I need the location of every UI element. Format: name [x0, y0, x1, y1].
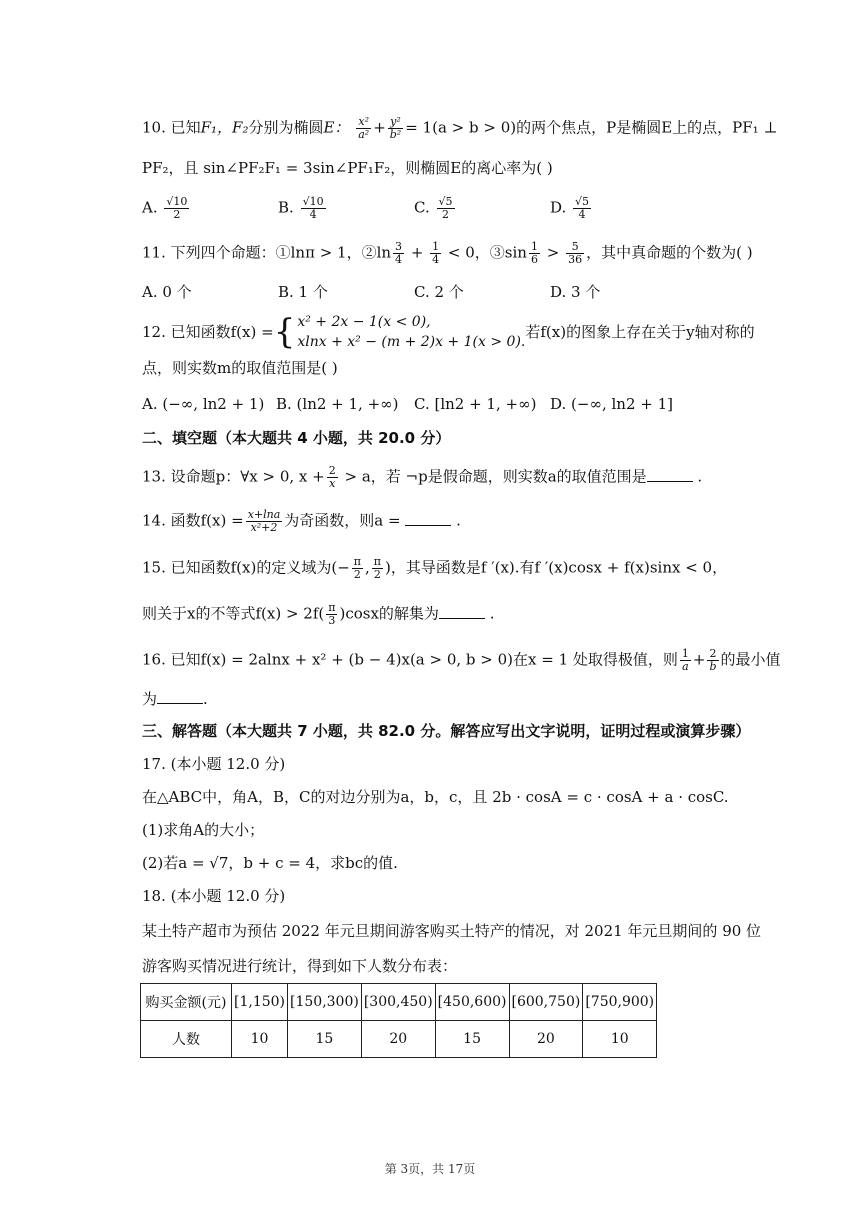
table-cell: [300,450) [361, 984, 435, 1021]
table-cell: [750,900) [583, 984, 657, 1021]
q10-line2: PF₂，且 sin∠PF₂F₁ = 3sin∠PF₁F₂，则椭圆E的离心率为( ) [142, 159, 553, 177]
section-fill-in-heading: 二、填空题（本大题共 4 小题，共 20.0 分） [142, 429, 451, 447]
table-row-amount [141, 984, 657, 1021]
q18-line1: 某土特产超市为预估 2022 年元旦期间游客购买土特产的情况，对 2021 年元旦期间的 90 位 [142, 922, 762, 940]
q10-option-d: D. $\frac{√5}{4}$ [550, 195, 590, 221]
q10-frac-x: $\frac{\text{x²}}{\text{a²}}$ [358, 115, 370, 141]
q14-stem: 14. 函数f(x) = $\frac{x+\ln a}{\text{x²+2}}$ 为奇函数，则a = . [142, 508, 461, 534]
q18-heading: 18. (本小题 12.0 分) [142, 887, 286, 905]
q12-option-b: B. (ln2 + 1, +∞) [276, 395, 399, 413]
table-cell: [1,150) [232, 984, 288, 1021]
table-row-count [141, 1021, 657, 1058]
table-cell: [450,600) [435, 984, 509, 1021]
q10-line1: 10. 已知F₁，F₂分别为椭圆E： $\frac{\text{x²}}{\text{a²}}$ + $\frac{\text{y²}}{\text{b²}}$ = 1(a > b > 0)的两个焦点，P是椭圆E上的点，PF₁ ⊥ [142, 115, 778, 141]
q17-part2: (2)若a = √7，b + c = 4，求bc的值. [142, 854, 398, 872]
q16-line1: 16. 已知f(x) = 2alnx + x² + (b − 4)x(a > 0, b > 0)在x = 1 处取得极值，则 $\frac{1}{a}$ + $\frac{2}{b}$ 的最小值 [142, 647, 781, 673]
q18-distribution-table [140, 983, 657, 1058]
table-cell: 20 [361, 1021, 435, 1058]
q12-stem: 12. 已知函数f(x) ={ x² + 2x − 1(x < 0), xlnx + x² − (m + 2)x + 1(x > 0). 若f(x)的图象上存在关于y轴对称的 [142, 312, 755, 352]
q17-heading: 17. (本小题 12.0 分) [142, 755, 286, 773]
q12-line2: 点，则实数m的取值范围是( ) [142, 359, 338, 377]
table-cell: [150,300) [288, 984, 362, 1021]
q11-option-b: B. 1 个 [278, 283, 328, 301]
q10-option-a: A. $\frac{√10}{2}$ [142, 195, 188, 221]
q11-option-d: D. 3 个 [550, 283, 601, 301]
table-header-cell: 购买金额(元) [141, 984, 232, 1021]
q14-answer-blank [405, 511, 451, 526]
q17-line1: 在△ABC中，角A，B，C的对边分别为a，b，c，且 2b · cosA = c · cosA + a · cosC. [142, 788, 729, 806]
q18-line2: 游客购买情况进行统计，得到如下人数分布表： [142, 957, 458, 975]
q16-answer-blank [157, 689, 203, 704]
section-solution-heading: 三、解答题（本大题共 7 小题，共 82.0 分。解答应写出文字说明，证明过程或演算步骤） [142, 722, 751, 740]
q10-option-c: C. $\frac{√5}{2}$ [414, 195, 453, 221]
table-cell: 15 [288, 1021, 362, 1058]
q15-answer-blank [439, 604, 485, 619]
q10-frac-y: $\frac{\text{y²}}{\text{b²}}$ [389, 115, 402, 141]
table-header-cell: 人数 [141, 1021, 232, 1058]
table-cell: 10 [583, 1021, 657, 1058]
q10-option-b: B. $\frac{√10}{4}$ [278, 195, 324, 221]
page-footer: 第 3页，共 17页 [384, 1162, 476, 1176]
table-cell: 20 [509, 1021, 583, 1058]
q13-answer-blank [647, 467, 693, 482]
q15-line2: 则关于x的不等式f(x) > 2f( $\frac{\pi}{3}$ )cosx的解集为 . [142, 601, 495, 627]
q12-brace: { [273, 312, 296, 352]
q11-stem: 11. 下列四个命题：①lnπ > 1，②ln $\frac{3}{4}$ + $\frac{1}{4}$ < 0，③sin $\frac{1}{6}$ > $\frac{5}{36}$ ，其中真命题的个数为( ) [142, 240, 753, 266]
q17-part1: (1)求角A的大小； [142, 821, 265, 839]
table-cell: 15 [435, 1021, 509, 1058]
q16-line2: 为 . [142, 690, 208, 708]
q11-option-c: C. 2 个 [414, 283, 464, 301]
q11-option-a: A. 0 个 [142, 283, 192, 301]
q15-line1: 15. 已知函数f(x)的定义域为(− $\frac{\pi}{2}$ , $\frac{\pi}{2}$ )，其导函数是f ′(x).有f ′(x)cosx + f(x)sinx < 0， [142, 555, 728, 581]
q13-stem: 13. 设命题p：∀x > 0, x + $\frac{2}{x}$ > a，若 ¬p是假命题，则实数a的取值范围是 . [142, 464, 703, 490]
table-cell: 10 [232, 1021, 288, 1058]
q12-option-d: D. (−∞, ln2 + 1] [550, 395, 673, 413]
q12-option-c: C. [ln2 + 1, +∞) [414, 395, 537, 413]
q12-option-a: A. (−∞, ln2 + 1) [142, 395, 265, 413]
table-cell: [600,750) [509, 984, 583, 1021]
